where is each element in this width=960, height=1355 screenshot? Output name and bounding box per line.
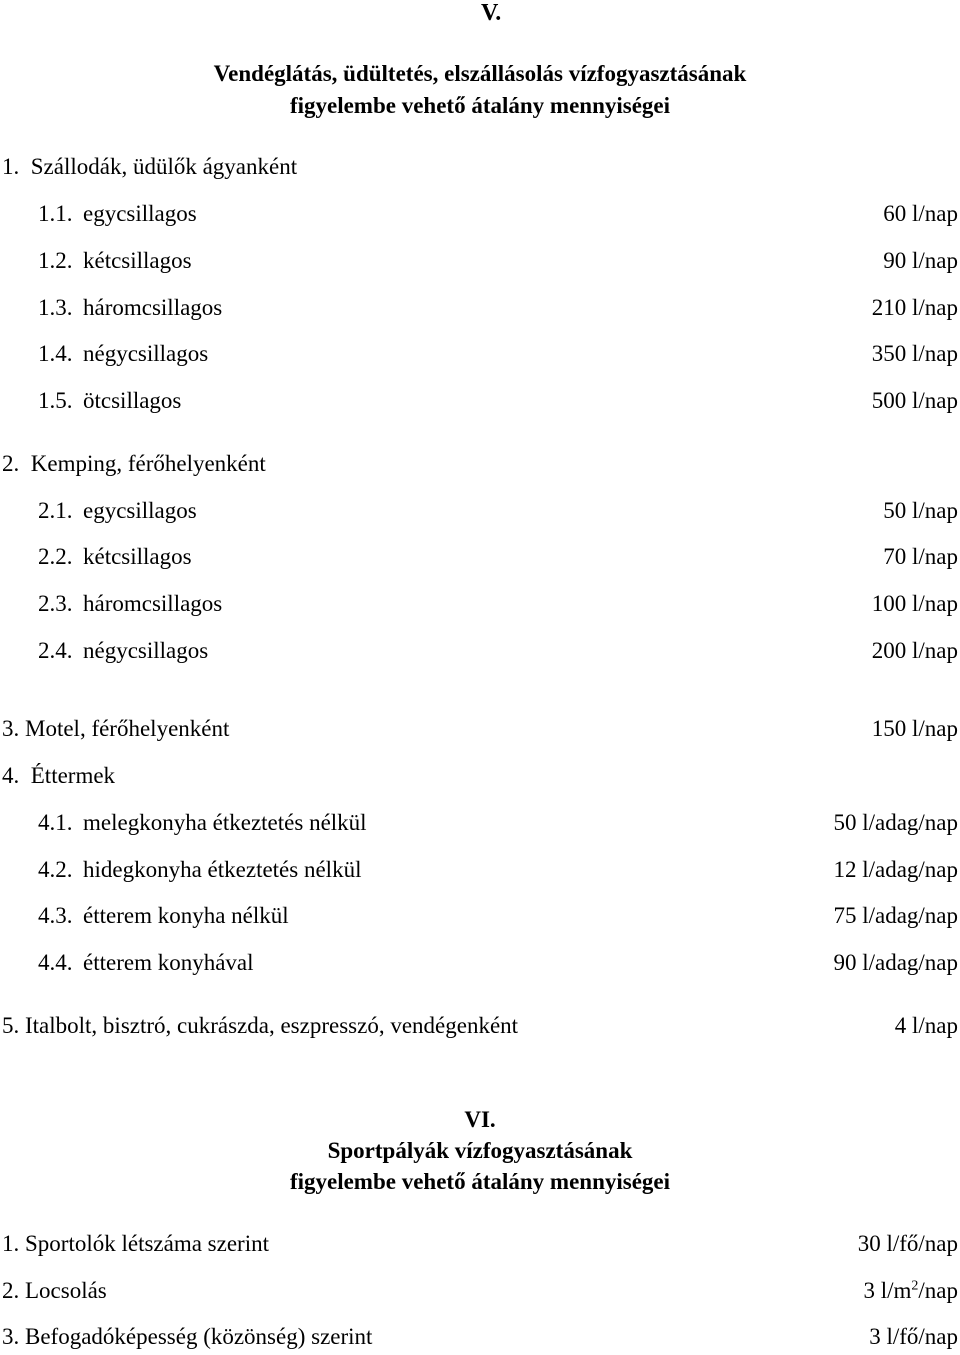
item-number: 1.2. <box>38 248 73 273</box>
item-number: 1.5. <box>38 388 73 413</box>
item-label: kétcsillagos <box>83 248 192 273</box>
superscript-exponent: 2 <box>911 1278 919 1294</box>
group-3-heading: 3. Motel, férőhelyenként <box>2 716 230 741</box>
item-label: egycsillagos <box>83 201 197 226</box>
group-3-value: 150 l/nap <box>871 716 958 741</box>
item-label: egycsillagos <box>83 498 197 523</box>
item-label: hidegkonyha étkeztetés nélkül <box>83 857 362 882</box>
item-number: 1.1. <box>38 201 73 226</box>
item-value: 100 l/nap <box>871 591 958 616</box>
item-label: háromcsillagos <box>83 295 223 320</box>
item-value: 75 l/adag/nap <box>833 903 958 928</box>
section-5-title-line-2: figyelembe vehető átalány mennyiségei <box>289 93 671 118</box>
item-number: 2.1. <box>38 498 73 523</box>
item-value: 50 l/nap <box>883 498 958 523</box>
item-label: étterem konyha nélkül <box>83 903 289 928</box>
item-number: 4.4. <box>38 950 73 975</box>
item-value: 200 l/nap <box>871 638 958 663</box>
sport-item-value <box>863 1277 958 1305</box>
section-5-roman-numeral: V. <box>481 0 502 26</box>
item-number: 2.3. <box>38 591 73 616</box>
group-5-value: 4 l/nap <box>894 1013 958 1038</box>
item-label: étterem konyhával <box>83 950 254 975</box>
sport-item-label: 3. Befogadóképesség (közönség) szerint <box>2 1324 373 1349</box>
sport-item-label: 2. Locsolás <box>2 1278 107 1303</box>
item-value: 70 l/nap <box>883 544 958 569</box>
item-value: 500 l/nap <box>871 388 958 413</box>
item-number: 2.4. <box>38 638 73 663</box>
section-6-title-line-2: figyelembe vehető átalány mennyiségei <box>289 1169 671 1194</box>
section-5-title-line-1: Vendéglátás, üdültetés, elszállásolás vízfogyasztásának <box>213 61 747 86</box>
item-label: kétcsillagos <box>83 544 192 569</box>
item-label: ötcsillagos <box>83 388 182 413</box>
item-label: melegkonyha étkeztetés nélkül <box>83 810 367 835</box>
group-4-heading: 4. Éttermek <box>2 763 116 788</box>
item-value: 350 l/nap <box>871 341 958 366</box>
item-label: négycsillagos <box>83 341 209 366</box>
item-number: 1.4. <box>38 341 73 366</box>
group-5-heading: 5. Italbolt, bisztró, cukrászda, eszpresszó, vendégenként <box>2 1013 519 1038</box>
item-number: 2.2. <box>38 544 73 569</box>
value-prefix: 3 l/m <box>863 1278 912 1303</box>
item-number: 4.2. <box>38 857 73 882</box>
item-value: 90 l/nap <box>883 248 958 273</box>
value-suffix: /nap <box>918 1278 958 1303</box>
sport-item-value: 30 l/fő/nap <box>857 1231 958 1256</box>
item-value: 12 l/adag/nap <box>833 857 958 882</box>
group-2-heading: 2. Kemping, férőhelyenként <box>2 451 266 476</box>
sport-item-value: 3 l/fő/nap <box>869 1324 958 1349</box>
item-number: 1.3. <box>38 295 73 320</box>
item-value: 210 l/nap <box>871 295 958 320</box>
item-number: 4.3. <box>38 903 73 928</box>
section-6-title-line-1: Sportpályák vízfogyasztásának <box>327 1138 633 1163</box>
item-number: 4.1. <box>38 810 73 835</box>
item-label: háromcsillagos <box>83 591 223 616</box>
group-1-heading: 1. Szállodák, üdülők ágyanként <box>2 154 298 179</box>
section-6-roman-numeral: VI. <box>464 1107 496 1132</box>
item-value: 60 l/nap <box>883 201 958 226</box>
item-value: 50 l/adag/nap <box>833 810 958 835</box>
sport-item-label: 1. Sportolók létszáma szerint <box>2 1231 269 1256</box>
item-value: 90 l/adag/nap <box>833 950 958 975</box>
item-label: négycsillagos <box>83 638 209 663</box>
